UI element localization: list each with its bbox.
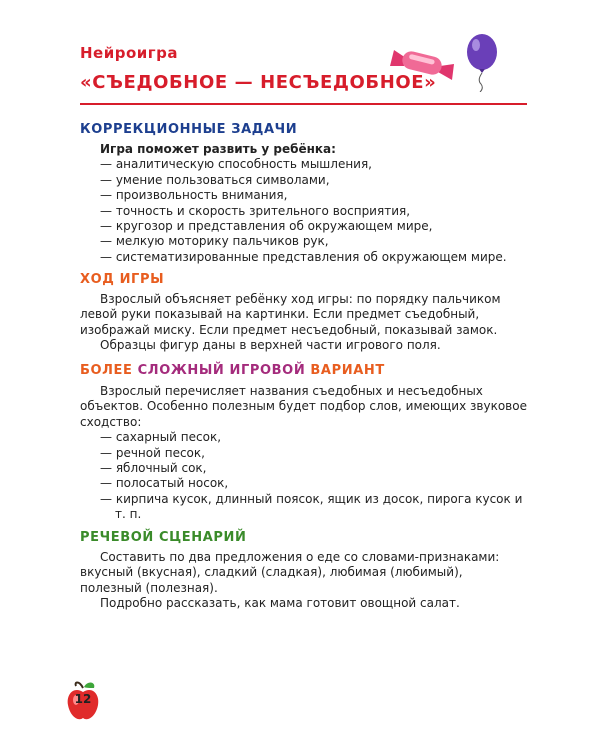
section-title-accent: СЛОЖНЫЙ ИГРОВОЙ [137, 363, 306, 378]
list-item: — произвольность внимания, [115, 188, 527, 203]
section-title-speech: РЕЧЕВОЙ СЦЕНАРИЙ [80, 530, 247, 545]
section-title-game: ХОД ИГРЫ [80, 272, 165, 287]
candy-icon [388, 44, 456, 84]
game-paragraph: Взрослый объясняет ребёнку ход игры: по порядку пальчиком левой руки показывай на картинки. Если предмет съедобный, изображай миску. Если предмет несъедобный, показывай замок. [80, 292, 501, 337]
list-item: — точность и скорость зрительного восприятия, [115, 204, 527, 219]
list-item: — сахарный песок, [115, 430, 527, 445]
speech-block [80, 550, 527, 612]
speech-paragraph: Подробно рассказать, как мама готовит овощной салат. [100, 596, 460, 611]
list-item: — полосатый носок, [115, 476, 527, 491]
correction-block [80, 142, 527, 265]
list-item: — кругозор и представления об окружающем мире, [115, 219, 527, 234]
section-title-part: БОЛЕЕ [80, 363, 138, 378]
harder-list [80, 430, 527, 522]
game-paragraph: Образцы фигур даны в верхней части игрового поля. [100, 338, 441, 353]
list-item: — аналитическую способность мышления, [115, 157, 527, 172]
page-number: 12 [74, 692, 92, 706]
page-title: «СЪЕДОБНОЕ — НЕСЪЕДОБНОЕ» [80, 72, 437, 93]
section-title-part: ВАРИАНТ [305, 363, 385, 378]
harder-block [80, 384, 527, 523]
correction-list [80, 157, 527, 265]
list-item: — мелкую моторику пальчиков рук, [115, 234, 527, 249]
list-item: — систематизированные представления об окружающем мире. [115, 250, 527, 265]
section-title-correction: КОРРЕКЦИОННЫЕ ЗАДАЧИ [80, 122, 298, 137]
balloon-icon [462, 32, 502, 92]
speech-paragraph: Составить по два предложения о еде со словами-признаками: вкусный (вкусная), сладкий (сладкая), любимая (любимый), полезный (полезная). [80, 550, 500, 595]
page-number-badge [66, 678, 100, 722]
list-item: — речной песок, [115, 446, 527, 461]
game-block [80, 292, 527, 354]
list-item: — умение пользоваться символами, [115, 173, 527, 188]
correction-lead: Игра поможет развить у ребёнка: [100, 142, 336, 156]
list-item: — кирпича кусок, длинный поясок, ящик из досок, пирога кусок и т. п. [115, 492, 527, 523]
list-item: — яблочный сок, [115, 461, 527, 476]
section-title-harder [80, 363, 385, 378]
header-kicker: Нейроигра [80, 44, 178, 62]
harder-intro: Взрослый перечисляет названия съедобных и несъедобных объектов. Особенно полезным будет подбор слов, имеющих звуковое сходство: [80, 384, 527, 429]
header-divider [80, 103, 527, 105]
